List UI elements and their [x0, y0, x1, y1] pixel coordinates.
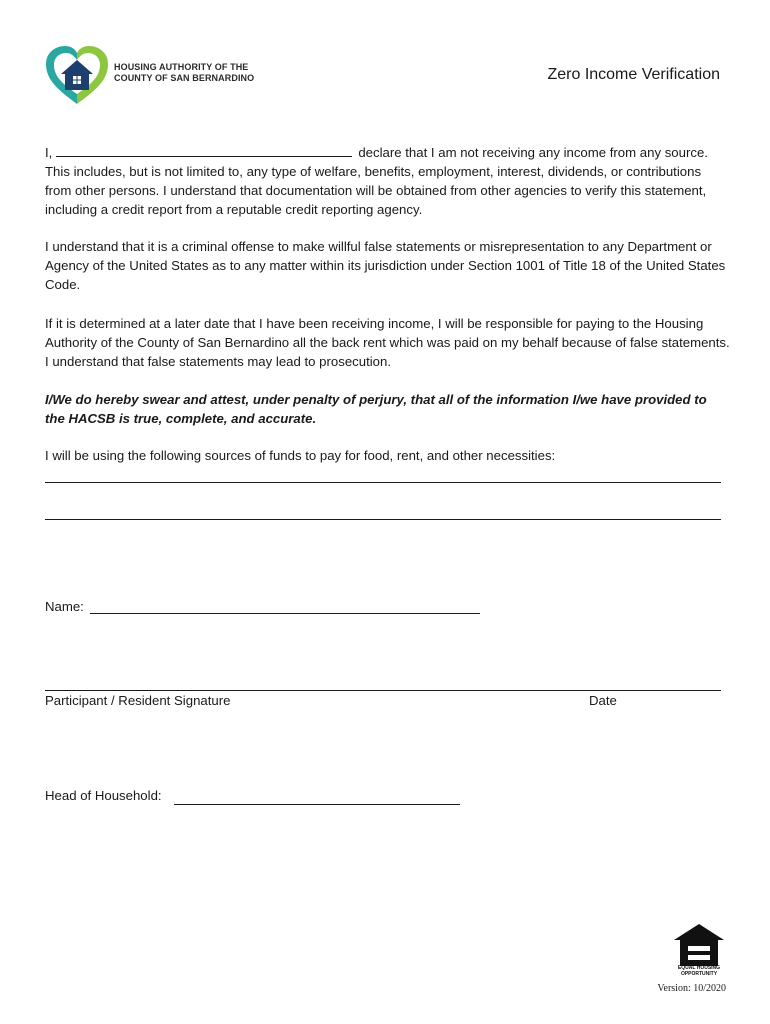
name-label: Name:: [45, 599, 84, 614]
date-label: Date: [589, 693, 617, 708]
head-of-household-line[interactable]: [174, 804, 460, 805]
funding-sources-line-1[interactable]: [45, 482, 721, 483]
name-field-line[interactable]: [90, 613, 480, 614]
equal-housing-line-1: EQUAL HOUSING: [677, 965, 721, 971]
declarant-name-blank[interactable]: [56, 144, 352, 157]
funding-sources-prompt: I will be using the following sources of funds to pay for food, rent, and other necessities:: [45, 448, 556, 463]
heart-house-icon: [44, 44, 110, 108]
equal-housing-text: [672, 966, 726, 977]
declaration-prefix: I,: [45, 145, 53, 160]
hacsb-logo: [44, 44, 254, 108]
signature-date-line[interactable]: [45, 690, 721, 691]
document-title: Zero Income Verification: [547, 66, 720, 83]
logo-wordmark: [114, 62, 254, 84]
declaration-paragraph: [45, 143, 730, 219]
head-of-household-label: Head of Household:: [45, 788, 162, 803]
criminal-offense-paragraph: I understand that it is a criminal offense to make willful false statements or misrepresentation to any Department or Agency of the United States as to any matter within its jurisdiction under Section 1001 of Title 18 of the United States Code.: [45, 239, 726, 292]
equal-housing-line-2: OPPORTUNITY: [680, 970, 718, 977]
logo-line-2: COUNTY OF SAN BERNARDINO: [114, 73, 255, 83]
back-rent-paragraph: If it is determined at a later date that I have been receiving income, I will be responsible for paying to the Housing Authority of the County of San Bernardino all the back rent which was paid on my behalf because of false statements. I understand that false statements may lead to prosecution.: [45, 316, 730, 369]
signature-label: Participant / Resident Signature: [45, 693, 231, 708]
perjury-attestation: I/We do hereby swear and attest, under penalty of perjury, that all of the information I/we have provided to the HACSB is true, complete, and accurate.: [45, 392, 707, 426]
declaration-body: This includes, but is not limited to, any type of welfare, benefits, employment, interest, dividends, or contributions from other persons. I understand that documentation will be obtained from other agencies to verify this statement, including a credit report from a reputable credit reporting agency.: [45, 164, 707, 217]
version-label: Version: 10/2020: [657, 983, 726, 994]
declaration-suffix: declare that I am not receiving any income from any source.: [358, 145, 708, 160]
funding-sources-line-2[interactable]: [45, 519, 721, 520]
logo-line-1: HOUSING AUTHORITY OF THE: [114, 62, 249, 72]
